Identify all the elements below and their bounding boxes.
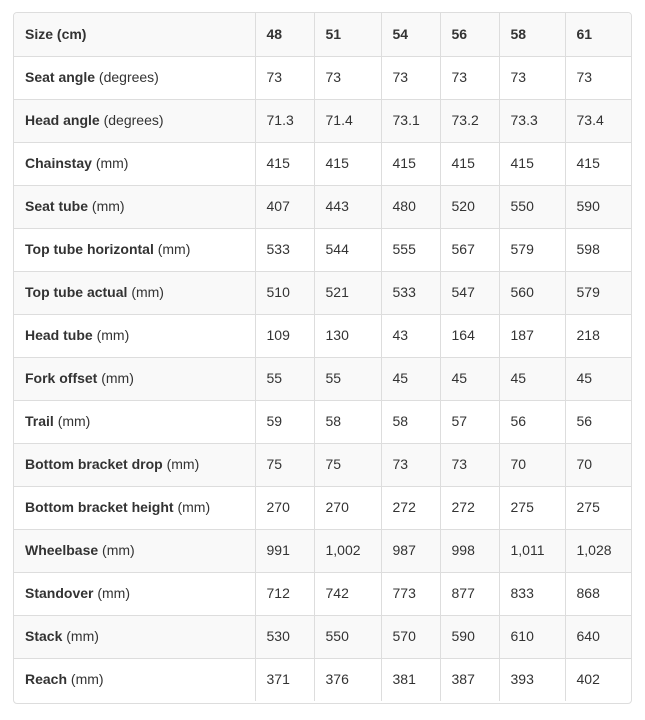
row-label-unit: (mm) (102, 542, 135, 558)
value-cell: 73 (314, 56, 381, 99)
row-label-name: Wheelbase (25, 542, 99, 558)
value-cell: 70 (565, 443, 632, 486)
value-cell: 533 (255, 228, 314, 271)
row-label-cell (14, 314, 255, 357)
row-label-name: Head tube (25, 327, 93, 343)
value-cell: 75 (314, 443, 381, 486)
value-cell: 73.4 (565, 99, 632, 142)
value-cell: 73.2 (440, 99, 499, 142)
row-label-unit: (mm) (166, 456, 200, 472)
row-label-cell (14, 357, 255, 400)
value-cell: 579 (499, 228, 565, 271)
row-label-name: Stack (25, 628, 63, 644)
value-cell: 109 (255, 314, 314, 357)
value-cell: 270 (255, 486, 314, 529)
value-cell: 73 (381, 56, 440, 99)
row-label-name: Reach (25, 671, 68, 688)
table-row (14, 529, 632, 572)
row-label-name: Seat tube (25, 198, 89, 214)
table-row (14, 56, 632, 99)
value-cell: 75 (255, 443, 314, 486)
row-label-cell (14, 572, 255, 615)
value-cell: 868 (565, 572, 632, 615)
row-label-unit: (mm) (66, 628, 99, 644)
row-label-unit: (degrees) (103, 112, 164, 128)
value-cell: 218 (565, 314, 632, 357)
table-row (14, 357, 632, 400)
row-label-cell (14, 615, 255, 658)
row-label-unit: (mm) (131, 284, 164, 300)
value-cell: 544 (314, 228, 381, 271)
value-cell: 376 (314, 658, 381, 701)
size-header-cell: 48 (255, 13, 314, 56)
value-cell: 579 (565, 271, 632, 314)
value-cell: 590 (440, 615, 499, 658)
value-cell: 71.3 (255, 99, 314, 142)
value-cell: 59 (255, 400, 314, 443)
value-cell: 712 (255, 572, 314, 615)
value-cell: 555 (381, 228, 440, 271)
table-row (14, 185, 632, 228)
row-label-unit: (mm) (97, 585, 131, 601)
value-cell: 45 (499, 357, 565, 400)
row-label-name: Fork offset (25, 370, 98, 386)
value-cell: 530 (255, 615, 314, 658)
row-label-unit: (mm) (95, 155, 129, 171)
size-header-cell: 58 (499, 13, 565, 56)
value-cell: 991 (255, 529, 314, 572)
row-label-unit: (mm) (157, 241, 191, 257)
geometry-table (14, 13, 632, 701)
value-cell: 272 (381, 486, 440, 529)
value-cell: 833 (499, 572, 565, 615)
value-cell: 57 (440, 400, 499, 443)
value-cell: 43 (381, 314, 440, 357)
value-cell: 55 (314, 357, 381, 400)
value-cell: 550 (314, 615, 381, 658)
value-cell: 393 (499, 658, 565, 701)
row-label-name: Bottom bracket drop (25, 456, 163, 472)
table-row (14, 142, 632, 185)
value-cell: 521 (314, 271, 381, 314)
table-row (14, 615, 632, 658)
value-cell: 567 (440, 228, 499, 271)
value-cell: 1,011 (499, 529, 565, 572)
value-cell: 998 (440, 529, 499, 572)
value-cell: 45 (381, 357, 440, 400)
row-label-unit: (degrees) (98, 69, 159, 85)
value-cell: 73 (440, 443, 499, 486)
value-cell: 58 (381, 400, 440, 443)
size-header-cell: 61 (565, 13, 632, 56)
value-cell: 570 (381, 615, 440, 658)
row-label-unit: (mm) (96, 327, 130, 343)
value-cell: 598 (565, 228, 632, 271)
table-header-row (14, 13, 632, 56)
value-cell: 56 (565, 400, 632, 443)
value-cell: 533 (381, 271, 440, 314)
row-label-cell (14, 142, 255, 185)
table-row (14, 486, 632, 529)
table-row (14, 572, 632, 615)
value-cell: 73.1 (381, 99, 440, 142)
table-row (14, 658, 632, 701)
size-header-cell: 54 (381, 13, 440, 56)
value-cell: 773 (381, 572, 440, 615)
row-label-name: Standover (25, 585, 94, 601)
value-cell: 550 (499, 185, 565, 228)
value-cell: 270 (314, 486, 381, 529)
value-cell: 415 (499, 142, 565, 185)
row-label-unit: (mm) (177, 499, 211, 515)
row-label-name: Head angle (25, 112, 100, 128)
value-cell: 275 (565, 486, 632, 529)
row-label-cell (14, 185, 255, 228)
geometry-table-container (13, 12, 632, 704)
value-cell: 187 (499, 314, 565, 357)
value-cell: 371 (255, 658, 314, 701)
value-cell: 73 (440, 56, 499, 99)
row-label-cell (14, 529, 255, 572)
value-cell: 130 (314, 314, 381, 357)
value-cell: 58 (314, 400, 381, 443)
value-cell: 480 (381, 185, 440, 228)
value-cell: 73 (381, 443, 440, 486)
value-cell: 70 (499, 443, 565, 486)
value-cell: 402 (576, 671, 600, 688)
row-label-unit: (mm) (91, 198, 125, 214)
size-header-cell: 56 (440, 13, 499, 56)
value-cell: 560 (499, 271, 565, 314)
value-cell: 275 (499, 486, 565, 529)
row-label-unit: (mm) (101, 370, 134, 386)
value-cell: 164 (440, 314, 499, 357)
value-cell: 520 (440, 185, 499, 228)
size-header-cell: 51 (314, 13, 381, 56)
value-cell: 387 (440, 658, 499, 701)
value-cell: 415 (255, 142, 314, 185)
table-row (14, 400, 632, 443)
value-cell: 742 (314, 572, 381, 615)
table-row (14, 314, 632, 357)
table-row (14, 228, 632, 271)
row-label-name: Seat angle (25, 69, 96, 85)
value-cell: 56 (499, 400, 565, 443)
row-label-cell (14, 271, 255, 314)
value-cell: 71.4 (314, 99, 381, 142)
value-cell: 272 (440, 486, 499, 529)
header-label-cell: Size (cm) (14, 13, 255, 56)
value-cell: 443 (314, 185, 381, 228)
value-cell: 55 (255, 357, 314, 400)
value-cell: 1,002 (314, 529, 381, 572)
value-cell: 1,028 (565, 529, 632, 572)
row-label-name: Top tube horizontal (25, 241, 154, 257)
value-cell: 877 (440, 572, 499, 615)
row-label-unit: (mm) (70, 671, 104, 688)
value-cell: 45 (440, 357, 499, 400)
row-label-cell (14, 99, 255, 142)
value-cell: 640 (565, 615, 632, 658)
value-cell: 73.3 (499, 99, 565, 142)
value-cell: 590 (565, 185, 632, 228)
value-cell: 547 (440, 271, 499, 314)
value-cell: 407 (255, 185, 314, 228)
row-label-cell (14, 658, 255, 701)
table-row (14, 443, 632, 486)
row-label-name: Top tube actual (25, 284, 128, 300)
value-cell: 415 (314, 142, 381, 185)
value-cell: 415 (440, 142, 499, 185)
table-row (14, 271, 632, 314)
row-label-name: Bottom bracket height (25, 499, 174, 515)
row-label-name: Chainstay (25, 155, 92, 171)
value-cell: 510 (255, 271, 314, 314)
row-label-cell (14, 56, 255, 99)
value-cell: 73 (499, 56, 565, 99)
row-label-cell (14, 400, 255, 443)
value-cell: 73 (565, 56, 632, 99)
value-cell: 45 (565, 357, 632, 400)
value-cell: 73 (255, 56, 314, 99)
row-label-name: Trail (25, 413, 54, 429)
row-label-unit: (mm) (57, 413, 91, 429)
row-label-cell (14, 228, 255, 271)
row-label-cell (14, 443, 255, 486)
value-cell: 610 (499, 615, 565, 658)
table-row (14, 99, 632, 142)
value-cell: 381 (381, 658, 440, 701)
value-cell: 987 (381, 529, 440, 572)
value-cell: 415 (565, 142, 632, 185)
row-label-cell (14, 486, 255, 529)
value-cell: 415 (381, 142, 440, 185)
